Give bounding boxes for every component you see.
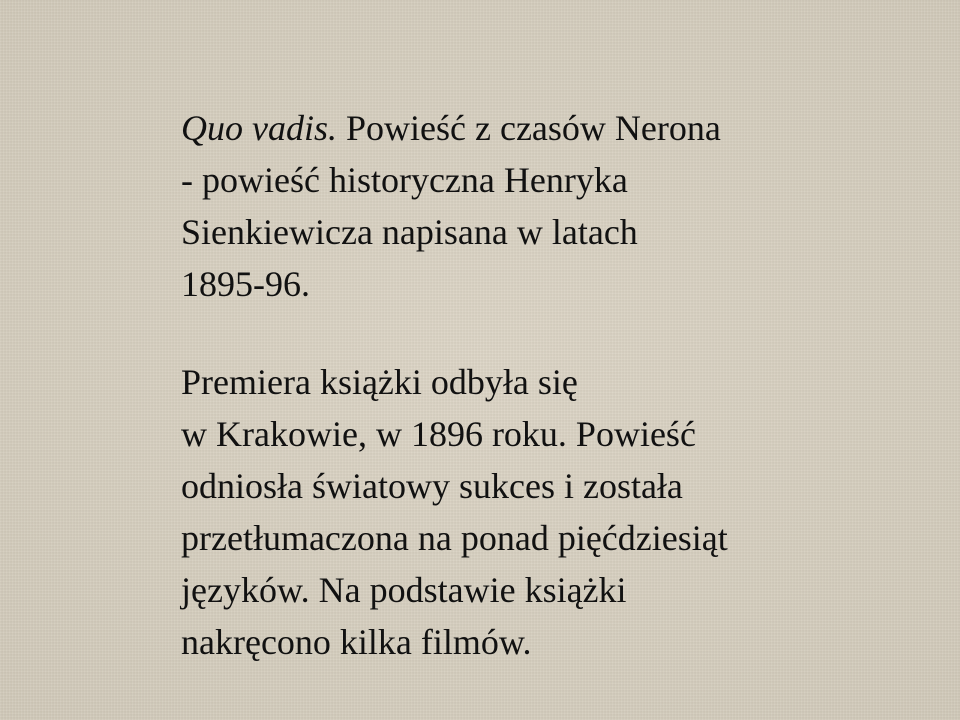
intro-line-3: Sienkiewicza napisana w latach — [181, 212, 638, 252]
premiere-line-1: Premiera książki odbyła się — [181, 362, 578, 402]
premiere-line-3: odniosła światowy sukces i została — [181, 466, 683, 506]
slide-text-body — [181, 102, 881, 668]
premiere-line-4: przetłumaczona na ponad pięćdziesiąt — [181, 518, 728, 558]
premiere-paragraph — [181, 356, 881, 668]
intro-line-4: 1895-96. — [181, 264, 310, 304]
intro-line-2: - powieść historyczna Henryka — [181, 160, 628, 200]
intro-paragraph — [181, 102, 881, 310]
book-subtitle: Powieść z czasów Nerona — [337, 108, 721, 148]
book-title: Quo vadis. — [181, 108, 337, 148]
premiere-line-2: w Krakowie, w 1896 roku. Powieść — [181, 414, 696, 454]
premiere-line-5: języków. Na podstawie książki — [181, 570, 627, 610]
premiere-line-6: nakręcono kilka filmów. — [181, 622, 532, 662]
intro-line-1 — [181, 102, 881, 154]
